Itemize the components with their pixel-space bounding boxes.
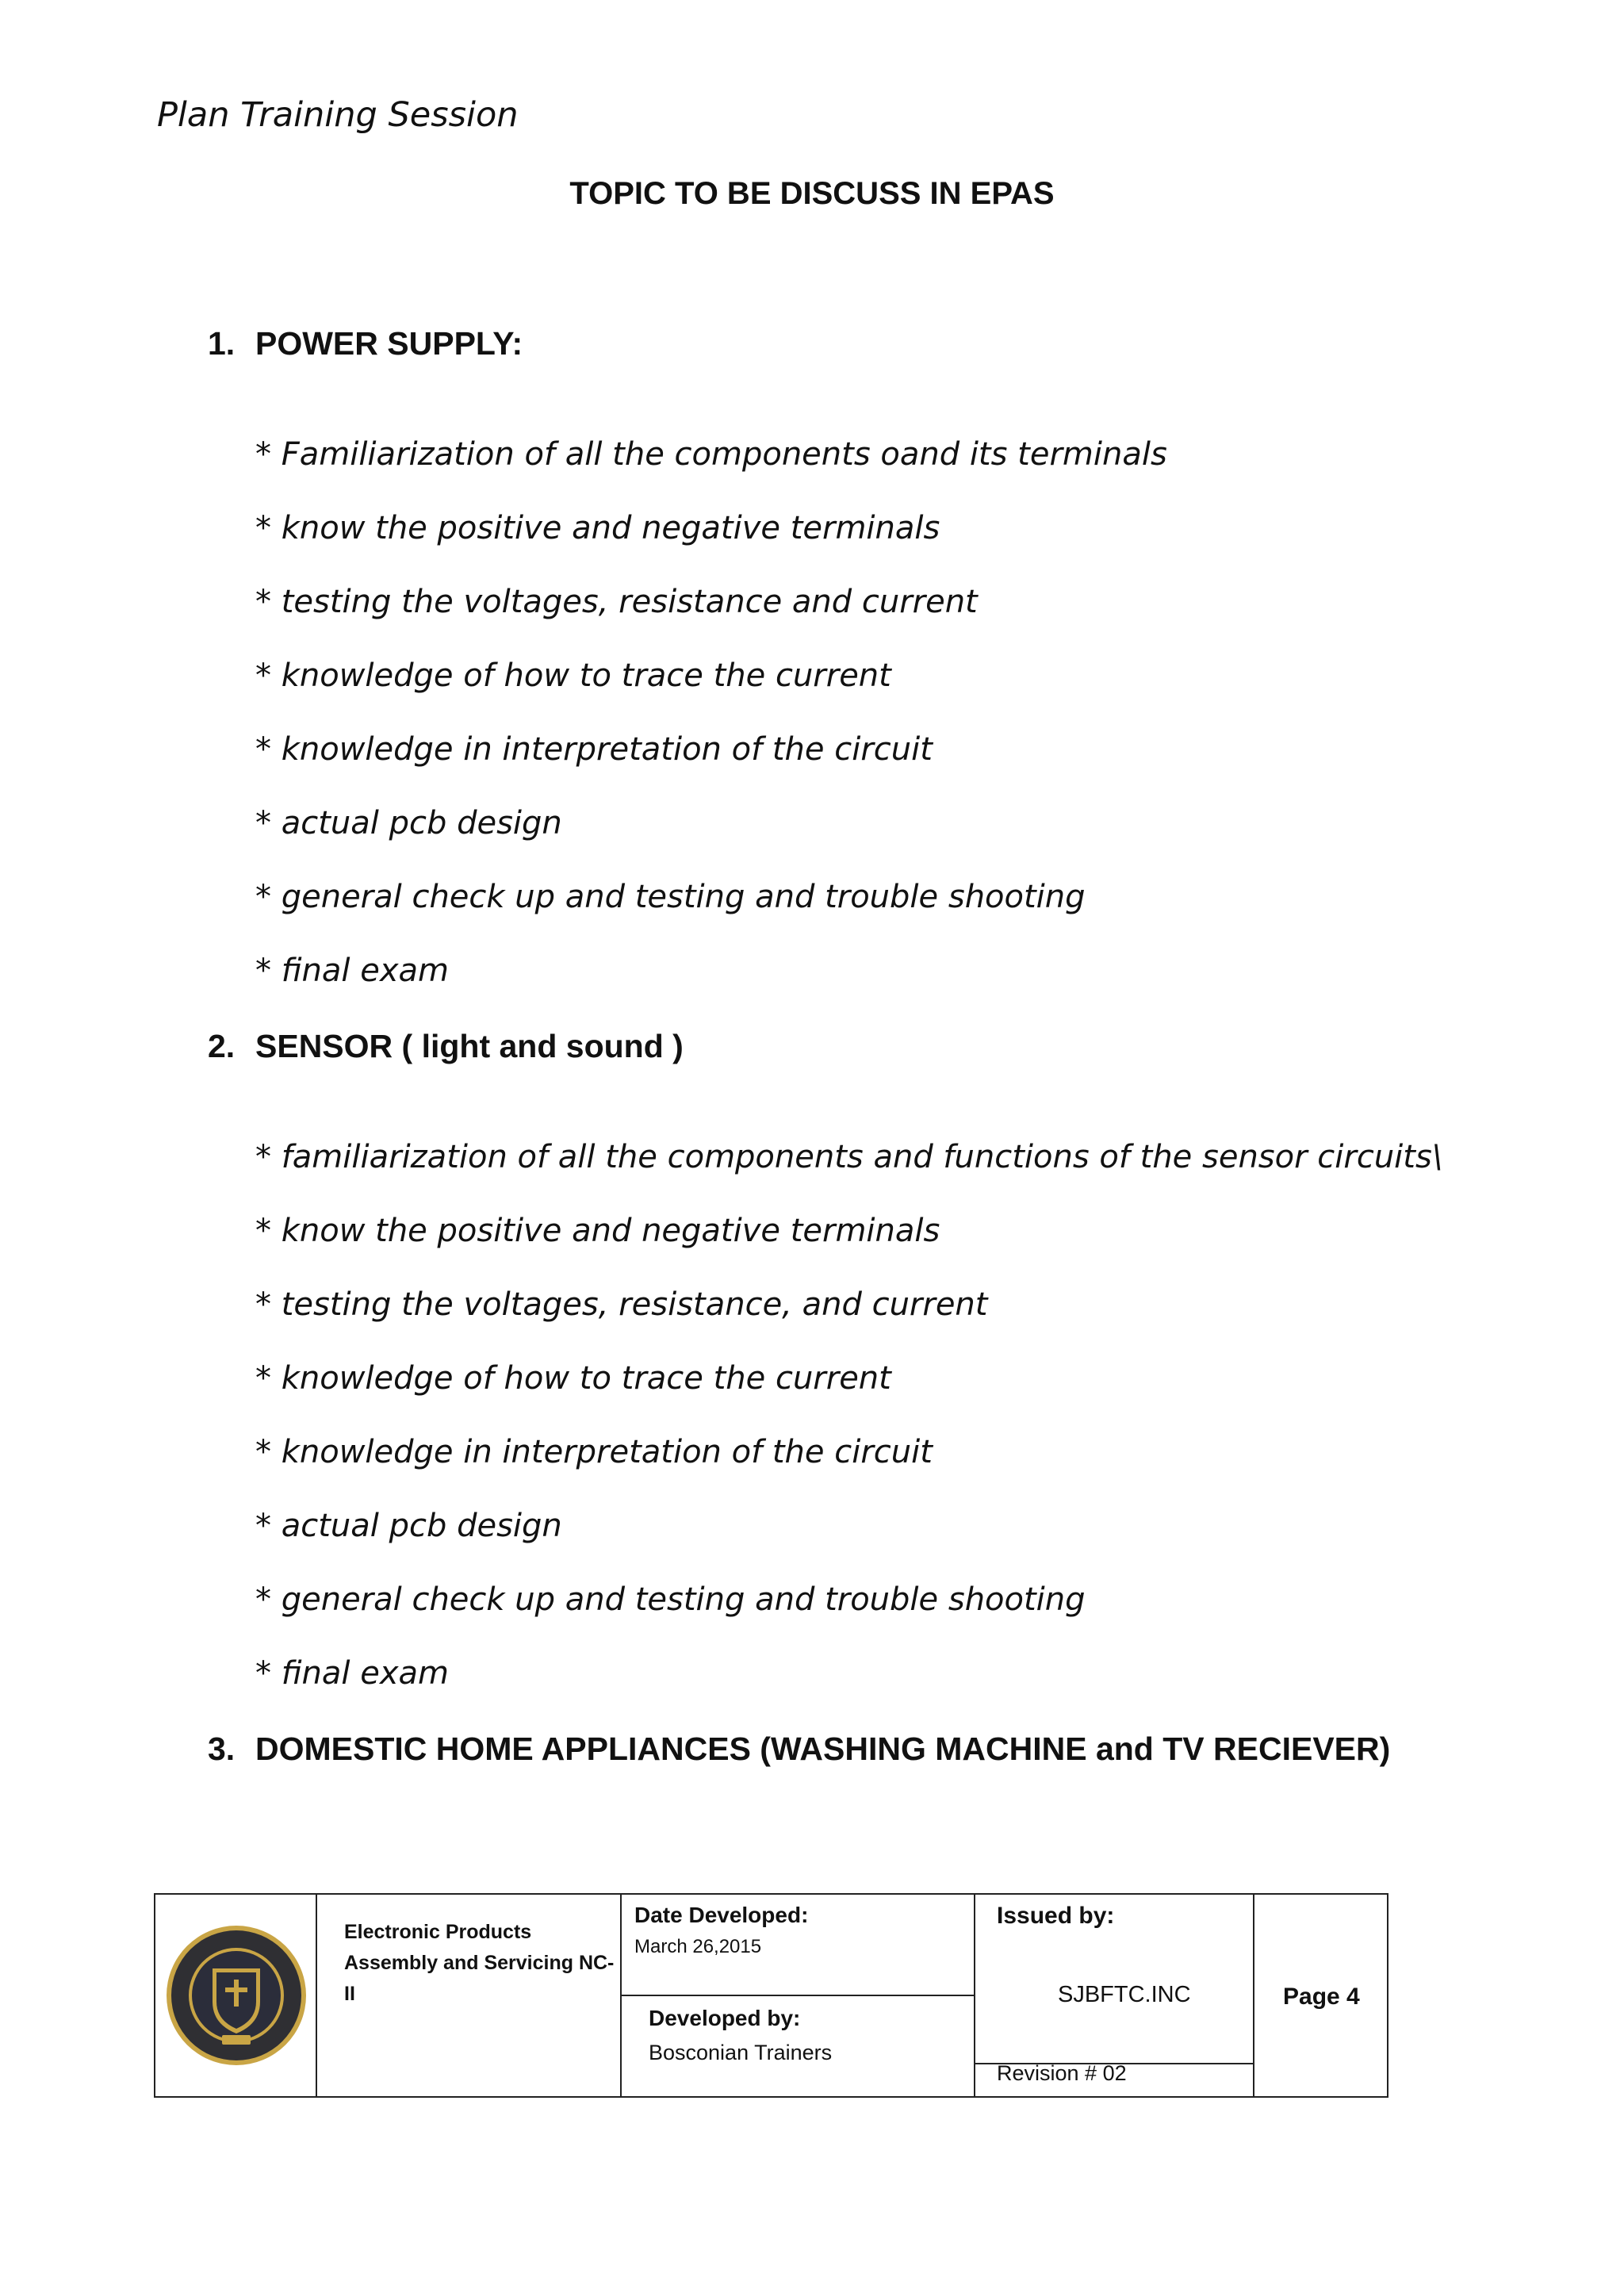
section-number: 3. (208, 1731, 236, 1767)
section-title: SENSOR ( light and sound ) (255, 1028, 684, 1064)
document-footer-table (154, 1893, 1388, 2098)
developed-by-value: Bosconian Trainers (649, 2041, 833, 2064)
section-number: 2. (208, 1028, 236, 1064)
list-item: * familiarization of all the components and functions of the sensor circuits\ (255, 1139, 1443, 1175)
list-item: * knowledge of how to trace the current (255, 1360, 891, 1397)
section-heading-power-supply (208, 325, 523, 362)
section-title: DOMESTIC HOME APPLIANCES (WASHING MACHINE and TV RECIEVER) (255, 1731, 1391, 1767)
course-name: Electronic Products Assembly and Servicing NC-II (344, 1921, 615, 2005)
power-supply-topic-list (255, 436, 1167, 1026)
developed-by-label: Developed by: (649, 2006, 801, 2030)
issued-by-value: SJBFTC.INC (1058, 1982, 1191, 2007)
sensor-topic-list (255, 1139, 1442, 1729)
date-developed-label: Date Developed: (634, 1903, 809, 1927)
running-title: Plan Training Session (157, 95, 519, 135)
section-title: POWER SUPPLY: (255, 325, 523, 362)
page-title: TOPIC TO BE DISCUSS IN EPAS (569, 176, 1055, 211)
list-item: * general check up and testing and trouble shooting (255, 879, 1086, 915)
list-item: * Familiarization of all the components oand its terminals (255, 436, 1167, 473)
list-item: * know the positive and negative terminals (255, 510, 940, 546)
list-item: * final exam (255, 1655, 450, 1692)
issued-by-label: Issued by: (997, 1903, 1115, 1929)
list-item: * general check up and testing and trouble shooting (255, 1581, 1086, 1618)
list-item: * knowledge of how to trace the current (255, 657, 891, 694)
section-heading-sensor (208, 1028, 684, 1065)
list-item: * know the positive and negative terminals (255, 1213, 940, 1249)
list-item: * actual pcb design (255, 805, 562, 841)
list-item: * knowledge in interpretation of the circuit (255, 1434, 933, 1470)
institution-seal (155, 1895, 317, 2096)
table-divider (622, 1995, 974, 1996)
section-number: 1. (208, 325, 236, 362)
section-heading-domestic-appliances (208, 1731, 1390, 1768)
seal-logo-icon (163, 1922, 309, 2068)
table-divider (974, 1895, 975, 2096)
list-item: * final exam (255, 953, 450, 989)
date-developed-value: March 26,2015 (634, 1936, 762, 1957)
list-item: * knowledge in interpretation of the circuit (255, 731, 933, 768)
revision-number: Revision # 02 (997, 2061, 1127, 2085)
page-number: Page 4 (1283, 1984, 1360, 2010)
list-item: * actual pcb design (255, 1508, 562, 1544)
list-item: * testing the voltages, resistance, and current (255, 1286, 988, 1323)
table-divider (1253, 1895, 1254, 2096)
list-item: * testing the voltages, resistance and current (255, 584, 978, 620)
